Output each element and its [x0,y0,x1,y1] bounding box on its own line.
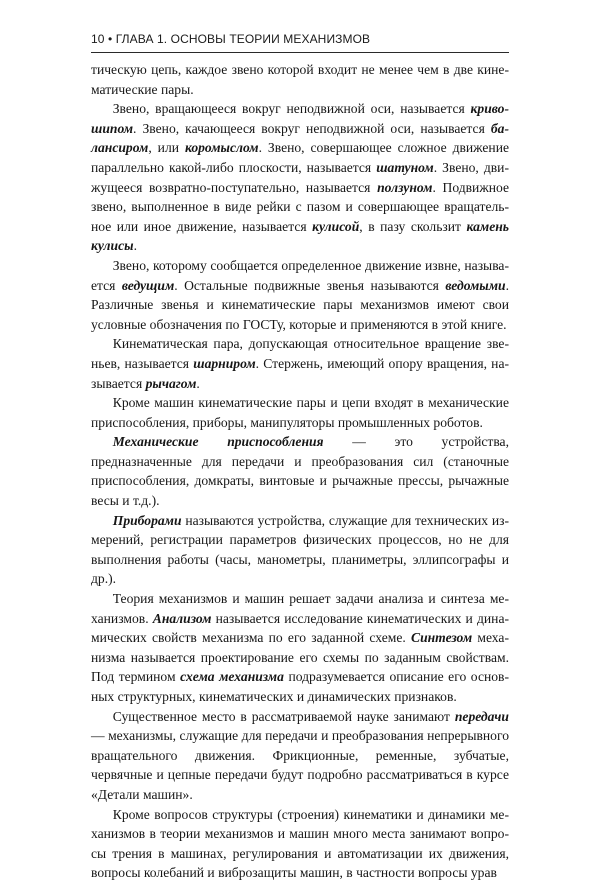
page-body [91,60,509,883]
term: кривошипом [91,101,509,136]
paragraph-2: Звено, вращающееся вокруг неподвижной оси, называется кривошипом. Звено, качающееся вокруг неподвижной оси, называется балансиром, или коромыслом. Звено, совершающее сложное движение параллельно какой-либо плоскости, называется шатуном. Звено, движущееся возвратно-поступательно, называется ползуном. Подвижное звено, выполненное в виде рейки с пазом и совершающее вращательное или иное движение, называется кулисой, в пазу скользит камень кулисы. [91,101,510,254]
header-bullet: • [108,32,113,46]
paragraph-8: Теория механизмов и машин решает задачи анализа и синтеза механизмов. Анализом называется исследование кинематических и динамических свойств механизма по его заданной схеме. Синтезом механизма называется проектирование его схемы по заданным свойствам. Под термином схема механизма подразумевается описание его основных структурных, кинематических и динамических признаков. [91,591,510,704]
paragraph-10: Кроме вопросов структуры (строения) кинематики и динамики механизмов в теории механизмов и машин много места занимают вопросы трения в машинах, регулирования и автоматизации их движения, вопросы колебаний и виброзащиты машин, в частности вопросы урав [91,806,509,881]
paragraph-1: тическую цепь, каждое звено которой входит не менее чем в две кинематические пары. [91,62,509,97]
term: балансиром [91,120,509,156]
term: кулисой [312,218,360,234]
term: рычагом [145,375,197,391]
term: ведущим [121,277,175,293]
book-page [91,32,510,881]
term: ползуном [377,179,433,195]
header-rule [91,52,509,53]
term: Приборами [112,512,182,528]
paragraph-7: Приборами называются устройства, служащие для технических измерений, регистрации параметров физических процессов, но не для выполнения работы (часы, манометры, планиметры, эллипсографы и др.). [91,512,509,587]
term: схема механизма [180,669,284,685]
chapter-label: ГЛАВА 1. [115,32,168,46]
paragraph-9: Существенное место в рассматриваемой науке занимают передачи — механизмы, служащие для передачи и преобразования непрерывного вращательного движения. Фрикционные, ременные, зубчатые, червячные и цепные передачи будут подробно рассматриваться в курсе «Детали машин». [91,708,509,802]
term: шарниром [193,355,256,371]
chapter-title: ОСНОВЫ ТЕОРИИ МЕХАНИЗМОВ [170,32,371,46]
term: камень кулисы [91,218,509,254]
paragraph-6: Механические приспособления — это устройства, предназначенные для передачи и преобразования сил (станочные приспособления, домкраты, винтовые и рычажные прессы, рычажные весы и т.д.). [91,434,509,509]
term: передачи [454,708,509,724]
page-number: 10 [91,32,105,46]
term: шатуном [376,159,434,175]
paragraph-4: Кинематическая пара, допускающая относительное вращение звеньев, называется шарниром. Стержень, имеющий опору вращения, называется рычагом. [91,336,510,391]
term: Синтезом [411,630,473,646]
term: Механические приспособления [112,434,324,450]
paragraph-3: Звено, которому сообщается определенное движение извне, называется ведущим. Остальные подвижные звенья называются ведомыми. Различные звенья и кинематические пары механизмов имеют свои условные обозначения по ГОСТу, которые и применяются в этой книге. [91,257,509,332]
term: ведомыми [445,277,506,293]
running-header [91,32,509,52]
term: Анализом [152,610,212,626]
term: коромыслом [184,140,259,156]
paragraph-5: Кроме машин кинематические пары и цепи входят в механические приспособления, приборы, манипуляторы промышленных роботов. [91,395,509,430]
